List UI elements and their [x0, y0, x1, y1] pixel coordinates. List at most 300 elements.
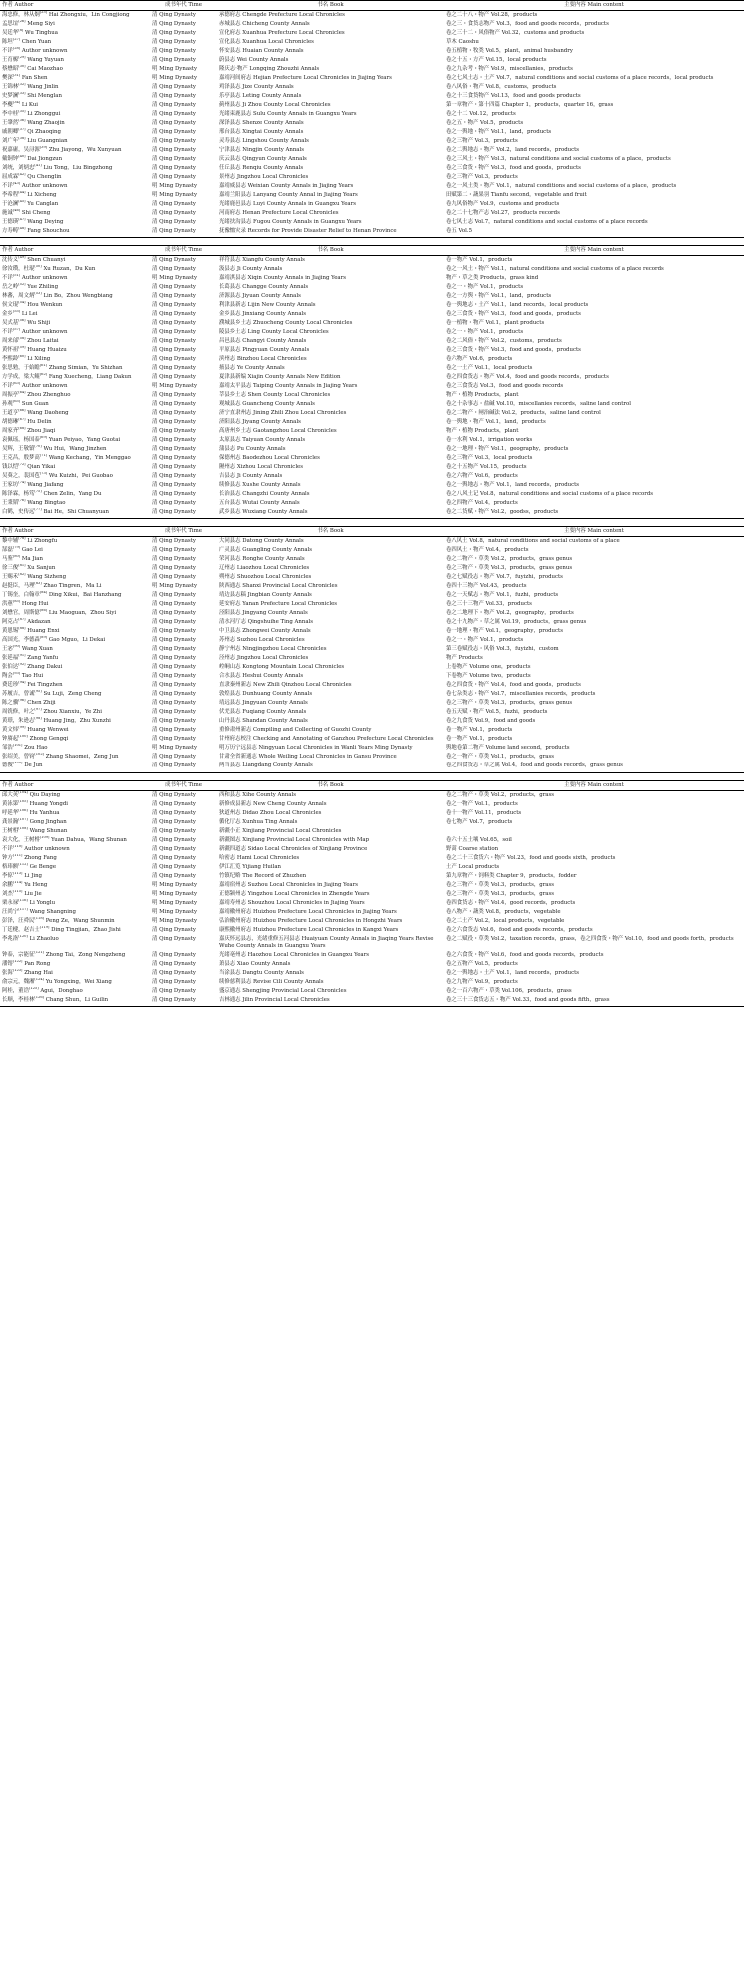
- author-cell: [0, 119, 150, 128]
- book-cell: 金乡县志 Jinxiang County Annals: [219, 310, 307, 317]
- author-cell: [0, 364, 150, 373]
- table-row: [0, 463, 744, 472]
- content-cell: 卷之十五・方产 Vol.15，local products: [446, 57, 547, 64]
- reference-number: [93]: [12, 671, 21, 675]
- author-name-cn: 方学成，梁大鲲: [2, 373, 40, 380]
- content-cell: 卷之三物产 Vol.3，local products: [446, 454, 533, 461]
- content-cell: 卷之九食货 Vol.9，food and goods: [446, 717, 536, 724]
- book-cell: 苏州志 Suzhou Local Chronicles: [219, 636, 305, 643]
- author-name-cn: 海忠修，林从炯: [2, 12, 40, 19]
- author-cell: [0, 256, 150, 265]
- content-cell: 卷五植物・牧类 Vol.5，plant，animal husbandry: [446, 48, 573, 55]
- table-row: [0, 935, 744, 951]
- author-name-en: Zhong Fang: [24, 854, 57, 861]
- time-cell: 明 Ming Dynasty: [152, 899, 198, 906]
- time-cell: 清 Qing Dynasty: [152, 173, 196, 180]
- author-name-cn: 袁大化，王树枏: [2, 836, 40, 843]
- content-cell: 卷九风俗物产 Vol.9，customs and products: [446, 200, 560, 207]
- author-name-en: Liu Tong，Liu Bingzhong: [43, 164, 113, 171]
- author-name-cn: 吴式基: [2, 319, 19, 326]
- book-cell: 伊江汇览 Yijiang Huilan: [219, 863, 282, 870]
- author-name-en: Tao Hui: [21, 672, 44, 679]
- content-cell: 卷之十二 Vol.12，products: [446, 110, 516, 117]
- author-cell: [0, 427, 150, 436]
- author-name-cn: 呼延华: [2, 809, 19, 816]
- table-row: [0, 20, 744, 29]
- author-name-cn: 张海: [2, 969, 13, 976]
- table-row: [0, 110, 744, 119]
- content-cell: 舆地卷第二物产 Volume land second，products: [446, 744, 570, 751]
- content-cell: 卷四风土・物产 Vol.4，products: [446, 546, 529, 553]
- time-cell: 明 Ming Dynasty: [152, 382, 198, 389]
- time-cell: 清 Qing Dynasty: [150, 762, 217, 773]
- author-name-en: Li Jing: [24, 872, 43, 879]
- table-row: [0, 672, 744, 681]
- author-name-en: Li Kui: [21, 101, 39, 108]
- author-name-cn: 钱以恺: [2, 463, 19, 470]
- author-cell: [0, 173, 150, 182]
- author-name-en: Xu Ruzan，Du Kun: [43, 266, 96, 272]
- reference-number: [108]: [18, 826, 28, 830]
- reference-number: [124]: [34, 977, 45, 981]
- book-cell: 蒲县志 Pu County Annals: [219, 445, 286, 452]
- author-name-en: Fang Xuecheng，Liang Dakun: [48, 373, 132, 380]
- author-name-cn: 洪蕙: [2, 600, 13, 607]
- content-cell: 卷之一风土・物产 Vol.1，natural conditions and social customs of a place records: [446, 266, 664, 272]
- reference-number: [61]: [39, 363, 48, 368]
- time-cell: 清 Qing Dynasty: [152, 83, 196, 90]
- time-cell: 清 Qing Dynasty: [152, 48, 196, 55]
- content-cell: 卷之三・食货志物产 Vol.3，food and goods records，products: [446, 21, 609, 28]
- author-name-en: Zhou Xianxiu，Ye Zhi: [43, 708, 102, 715]
- author-name-cn: 王道亨: [2, 409, 19, 416]
- author-name-cn: 徐三俊: [2, 564, 19, 571]
- author-name-en: Author unknown: [21, 328, 68, 335]
- content-header: 主要内容 Main content: [444, 245, 744, 255]
- author-cell: [0, 890, 150, 899]
- content-cell: 卷七风土志 Vol.7，natural conditions and social customs of a place records: [446, 218, 648, 225]
- author-name-en: Qu Chenglin: [27, 173, 62, 180]
- time-cell: 清 Qing Dynasty: [152, 591, 196, 598]
- reference-number: [42]: [18, 172, 26, 177]
- content-cell: 卷之一地理・物产 Vol.1，geography，products: [446, 445, 569, 452]
- book-cell: 伏羌县志 Fuqiang County Annals: [219, 708, 307, 715]
- table-row: [0, 65, 744, 74]
- author-cell: [0, 373, 150, 382]
- time-cell: 清 Qing Dynasty: [152, 681, 196, 688]
- reference-number: [115]: [12, 889, 23, 893]
- time-cell: 清 Qing Dynasty: [152, 137, 196, 144]
- table-row: [0, 809, 744, 818]
- table-row: [0, 137, 744, 146]
- book-cell: 昌邑县志 Changyi County Annals: [219, 337, 307, 344]
- book-cell: 续修慈利县志 Revise Cili County Annals: [219, 978, 324, 985]
- reference-number: [47]: [18, 217, 26, 221]
- reference-number: [118]: [34, 916, 45, 920]
- author-name-en: Wu Tinghua: [25, 30, 58, 37]
- time-cell: 清 Qing Dynasty: [152, 200, 196, 207]
- author-cell: [0, 56, 150, 65]
- product-sources-table: [0, 780, 744, 1007]
- author-name-en: Author unknown: [24, 845, 70, 852]
- author-name-cn: 郜磊: [2, 546, 13, 553]
- author-name-cn: 蔡懋昭: [2, 66, 19, 72]
- author-name-en: Ding Xikui，Bai Hanzhang: [48, 591, 122, 598]
- book-cell: 嘉庆怀远县志，光绪重修五河县志 Huaiyuan County Annals in Jiaqing Years Revise Wuhe County Annals in Guangxu Years: [219, 935, 434, 949]
- book-cell: 西和县志 Xihe County Annals: [219, 791, 296, 798]
- author-cell: [0, 191, 150, 200]
- table-row: [0, 753, 744, 762]
- author-name-cn: 邹浩: [2, 744, 13, 751]
- table-row: [0, 717, 744, 726]
- reference-number: [73]: [39, 471, 48, 475]
- table-row: [0, 128, 744, 137]
- content-cell: 卷之二物产・草类 Vol.2，products，grass: [446, 791, 555, 798]
- book-cell: 重修肃州新志 Compiling and Collecting of Guozhi County: [219, 726, 372, 733]
- table-row: [0, 418, 744, 427]
- book-cell: 清水河厅志 Qingshuihe Ting Annals: [219, 618, 314, 625]
- author-name-cn: 王赐禾: [2, 573, 19, 580]
- table-row: [0, 699, 744, 708]
- author-name-en: Lin Bo，Zhou Wengbiang: [43, 292, 113, 299]
- reference-number: [100]: [18, 734, 28, 738]
- time-cell: 清 Qing Dynasty: [152, 319, 196, 326]
- content-cell: 物产・植物 Products，plant: [446, 427, 519, 434]
- author-name-en: Huang Yongdi: [29, 800, 69, 807]
- author-name-cn: 不详: [2, 182, 13, 189]
- book-header: 书名 Book: [217, 780, 444, 790]
- reference-number: [81]: [18, 563, 26, 568]
- product-sources-table: [0, 0, 744, 238]
- time-cell: 清 Qing Dynasty: [152, 708, 196, 715]
- author-name-cn: 阿克占: [2, 618, 19, 625]
- table-row: [0, 908, 744, 917]
- author-name-cn: 刘广年: [2, 137, 19, 144]
- time-cell: 清 Qing Dynasty: [152, 978, 196, 985]
- time-cell: 清 Qing Dynasty: [152, 926, 196, 933]
- time-cell: 清 Qing Dynasty: [152, 791, 196, 798]
- author-name-cn: 彭泽，汪舜民: [2, 917, 35, 924]
- time-cell: 清 Qing Dynasty: [152, 337, 196, 344]
- table-row: [0, 182, 744, 191]
- author-name-cn: 陶会: [2, 672, 13, 679]
- book-cell: 高唐州乡土志 Gaotangzhou Local Chronicles: [219, 427, 337, 434]
- author-name-en: Huang Wenwei: [27, 726, 69, 733]
- table-row: [0, 355, 744, 364]
- author-name-en: Su Luji，Zeng Cheng: [43, 690, 102, 697]
- content-cell: 卷之三物产・草类 Vol.3，products，grass: [446, 890, 555, 897]
- table-row: [0, 854, 744, 863]
- content-cell: 卷之一舆地志・物产 Vol.1，land records，products: [446, 481, 580, 488]
- time-cell: 清 Qing Dynasty: [152, 355, 196, 362]
- time-cell: 清 Qing Dynasty: [152, 735, 196, 742]
- author-cell: [0, 690, 150, 699]
- author-cell: [0, 951, 150, 960]
- author-cell: [0, 47, 150, 56]
- author-cell: [0, 382, 150, 391]
- book-cell: 蔚县志 Wei County Annals: [219, 57, 289, 64]
- content-cell: 卷之六食货・物产 Vol.6，food and goods records，products: [446, 951, 604, 958]
- author-cell: [0, 564, 150, 573]
- book-cell: 隆庆志·物产 Longqing Zhouzhi Annals: [219, 66, 320, 72]
- reference-number: [105]: [18, 799, 28, 803]
- book-cell: 萧县志 Xiao County Annals: [219, 960, 291, 967]
- content-cell: 卷之三十三食货志五・物产 Vol.33，food and goods fifth，grass: [444, 996, 744, 1007]
- book-cell: 泾阳县志 Jingyang County Annals: [219, 609, 308, 616]
- author-name-en: Chen Zelin，Yang Du: [43, 490, 102, 497]
- author-cell: [0, 618, 150, 627]
- time-cell: 清 Qing Dynasty: [152, 218, 196, 225]
- table-row: [0, 863, 744, 872]
- content-cell: 卷一舆地志・土产 Vol.1，land records，local products: [446, 301, 589, 308]
- author-name-cn: 苏履吉，曾诚: [2, 690, 35, 697]
- time-cell: 清 Qing Dynasty: [152, 555, 196, 562]
- author-name-cn: 费廷珍: [2, 681, 19, 688]
- author-name-en: Gao Lei: [21, 546, 43, 553]
- reference-number: [39]: [39, 145, 48, 150]
- content-cell: 卷之一物产・草类 Vol.1，products，grass: [446, 753, 555, 760]
- reference-number: [28]: [12, 47, 21, 51]
- table-row: [0, 101, 744, 110]
- author-name-en: Hu Delin: [27, 418, 52, 425]
- time-cell: 清 Qing Dynasty: [152, 845, 196, 852]
- book-cell: 光绪束鹿县志 Sulu County Annals in Guangxu Years: [219, 110, 357, 117]
- book-cell: 五台县志 Wutai County Annals: [219, 499, 300, 506]
- content-cell: 卷之二十三食货六・物产 Vol.23，food and goods sixth，products: [446, 854, 616, 861]
- content-cell: 卷之一舆地・物产 Vol.1，land，products: [446, 128, 552, 135]
- book-cell: 直隶秦州新志 New Zhili Qinzhou Local Chronicles: [219, 681, 352, 688]
- reference-number: [38]: [18, 136, 26, 141]
- author-cell: [0, 445, 150, 454]
- content-cell: 卷之二地理下・物产 Vol.2，geography，products: [446, 609, 574, 616]
- author-name-en: Xu Sanjun: [27, 564, 56, 571]
- time-cell: 明 Ming Dynasty: [152, 74, 198, 81]
- content-cell: 田赋第二・蔬果羽 Tianfu second，vegetable and fruit: [446, 191, 587, 198]
- author-name-cn: 祝嘉庸，吴浔源: [2, 146, 40, 153]
- time-cell: 明 Ming Dynasty: [152, 182, 198, 189]
- book-cell: 敦煌县志 Dunhuang County Annals: [219, 690, 313, 697]
- book-cell: 新修成县新志 New Cheng County Annals: [219, 800, 327, 807]
- time-cell: 清 Qing Dynasty: [152, 564, 196, 571]
- author-name-en: Gong Jinghan: [29, 818, 67, 825]
- table-row: [0, 38, 744, 47]
- content-cell: 第九章物产・饲料类 Chapter 9，products，fodder: [446, 872, 577, 879]
- content-cell: 卷六十五土壤 Vol.65，soil: [446, 836, 512, 843]
- table-row: [0, 337, 744, 346]
- author-cell: [0, 627, 150, 636]
- reference-number: [44]: [18, 190, 26, 194]
- author-name-cn: 李夔: [2, 101, 13, 108]
- book-cell: 光绪亳州志 Haozhou Local Chronicles in Guangxu Years: [219, 951, 369, 958]
- author-name-en: Gao Mguo，Li Dekai: [48, 636, 106, 643]
- time-cell: 清 Qing Dynasty: [152, 987, 196, 994]
- author-cell: [0, 472, 150, 481]
- author-name-en: Huang Huaizu: [27, 346, 67, 353]
- book-cell: 新疆四道志 Sidao Local Chronicles of Xinjiang Province: [219, 845, 368, 852]
- author-name-cn: 黄恩锡: [2, 627, 19, 634]
- author-name-cn: 不详: [2, 845, 13, 852]
- table-row: [0, 436, 744, 445]
- time-cell: 清 Qing Dynasty: [152, 872, 196, 879]
- author-cell: [0, 790, 150, 799]
- table-row: [0, 11, 744, 20]
- book-cell: 嘉靖宿州志 Suzhou Local Chronicles in Jiajing Years: [219, 881, 358, 888]
- table-row: [0, 708, 744, 717]
- author-name-en: Wu Hui，Wang Jinzhen: [43, 445, 107, 452]
- time-cell: 清 Qing Dynasty: [152, 164, 196, 171]
- author-cell: [0, 926, 150, 935]
- content-cell: 卷六物产 Vol.6，products: [446, 355, 513, 362]
- reference-number: [36]: [18, 119, 26, 123]
- time-cell: 清 Qing Dynasty: [152, 463, 196, 470]
- table-row: [0, 663, 744, 672]
- author-cell: [0, 863, 150, 872]
- book-cell: 中卫县志 Zhongwei County Annals: [219, 627, 311, 634]
- author-name-en: Zhu Jiayong，Wu Xunyuan: [48, 146, 122, 153]
- time-cell: 清 Qing Dynasty: [150, 508, 217, 519]
- author-cell: [0, 301, 150, 310]
- content-cell: 卷十一物产 Vol.11，products: [446, 809, 522, 816]
- reference-number: [71]: [39, 453, 48, 457]
- author-name-en: Author unknown: [21, 182, 68, 189]
- author-name-cn: 黄文炜: [2, 726, 19, 733]
- author-cell: [0, 74, 150, 83]
- author-cell: [0, 319, 150, 328]
- book-cell: 崆峒山志 Kongtong Mountain Local Chronicles: [219, 663, 345, 670]
- book-cell: 平原县志 Pingyuan County Annals: [219, 346, 310, 353]
- author-cell: [0, 726, 150, 735]
- author-name-en: Wang Shunan: [29, 827, 68, 834]
- author-name-en: Zou Hao: [24, 744, 48, 751]
- book-cell: 景州志 Jingzhou Local Chronicles: [219, 173, 309, 180]
- table-row: [0, 726, 744, 735]
- time-cell: 清 Qing Dynasty: [152, 12, 196, 19]
- content-cell: 卷之二土产 Vol.2，local products，vegetable: [446, 917, 565, 924]
- reference-number: [89]: [39, 635, 48, 639]
- content-cell: 卷之二舆地志・物产 Vol.2，land records，products: [446, 146, 580, 153]
- table-row: [0, 454, 744, 463]
- author-name-cn: 李希程: [2, 191, 19, 198]
- content-cell: 卷之十五物产 Vol.15，products: [446, 463, 527, 470]
- content-cell: 卷之二风俗・物产 Vol.2，customs，products: [446, 337, 562, 344]
- author-name-cn: 吴辉，王敬镇: [2, 445, 35, 452]
- book-header: 书名 Book: [217, 245, 444, 255]
- author-name-cn: 沈传义: [2, 257, 19, 264]
- author-cell: [0, 600, 150, 609]
- author-cell: [0, 969, 150, 978]
- author-cell: [0, 454, 150, 463]
- author-name-en: Author unknown: [21, 274, 68, 281]
- author-name-en: Wang Deying: [27, 218, 64, 225]
- content-cell: 卷之一・物产 Vol.1，products: [446, 328, 524, 335]
- time-cell: 清 Qing Dynasty: [152, 499, 196, 506]
- book-cell: 嘉靖徽州府志 Huizhou Prefecture Local Chronicles in Jiajing Years: [219, 908, 397, 915]
- reference-number: [88]: [18, 626, 26, 630]
- reference-number: [27]: [12, 38, 21, 42]
- content-cell: 卷之七风土志・土产 Vol.7，natural conditions and social customs of a place records，local products: [446, 74, 714, 81]
- author-cell: [0, 391, 150, 400]
- content-cell: 卷一物产 Vol.1，products: [446, 735, 513, 742]
- book-cell: 靖边县志稿 Jingbian County Annals: [219, 591, 312, 598]
- content-cell: 卷之三食货志 Vol.3，food and goods records: [446, 382, 564, 389]
- author-name-en: Li Zhaoluo: [29, 935, 59, 942]
- content-cell: 卷之三十二・风俗物产 Vol.32，customs and products: [446, 30, 585, 37]
- author-name-cn: 周来邰: [2, 337, 19, 344]
- author-cell: [0, 265, 150, 274]
- author-name-cn: 丁廷楗，赵吉士: [2, 926, 40, 933]
- book-cell: 弘治徽州府志 Huizhou Prefecture Local Chronicles in Hongzhi Years: [219, 917, 403, 924]
- reference-number: [64]: [18, 390, 26, 394]
- time-cell: 清 Qing Dynasty: [152, 92, 196, 99]
- table-row: [0, 636, 744, 645]
- author-cell: [0, 400, 150, 409]
- table-row: [0, 845, 744, 854]
- author-name-cn: 格琫额: [2, 863, 19, 870]
- table-row: [0, 29, 744, 38]
- reference-number: [78]: [18, 536, 26, 541]
- author-name-en: Yuan Dahua，Wang Shunan: [51, 836, 127, 843]
- author-cell: [0, 92, 150, 101]
- author-name-cn: 林蕃，周文炳: [2, 292, 35, 299]
- content-cell: 卷之十九物产・草之属 Vol.19，products，grass genus: [446, 618, 587, 625]
- time-cell: 清 Qing Dynasty: [152, 672, 196, 679]
- author-cell: [0, 292, 150, 301]
- author-header: 作者 Author: [0, 526, 150, 536]
- author-name-cn: 黄泳第: [2, 800, 19, 807]
- time-cell: 明 Ming Dynasty: [152, 274, 198, 281]
- author-name-cn: 周家齐: [2, 427, 19, 434]
- reference-number: [82]: [18, 572, 26, 577]
- reference-number: [50]: [34, 265, 42, 269]
- table-row: [0, 191, 744, 200]
- book-cell: 灵寿县志 Lingshou County Annals: [219, 137, 309, 144]
- time-cell: 清 Qing Dynasty: [152, 346, 196, 353]
- author-cell: [0, 935, 150, 951]
- author-name-en: Cai Maozhao: [27, 66, 63, 72]
- author-name-en: Liu Jie: [24, 890, 42, 897]
- table-row: [0, 400, 744, 409]
- content-cell: 卷之三物产 Vol.3，products: [446, 137, 518, 144]
- book-cell: 广灵县志 Guangling County Annals: [219, 546, 313, 553]
- table-row: [0, 283, 744, 292]
- reference-number: [86]: [39, 608, 48, 612]
- book-cell: 抚豫恤灾录 Records for Provide Disaster Relief to Henan Province: [217, 227, 444, 238]
- content-cell: 卷之八风土记 Vol.8，natural conditions and social customs of a place records: [446, 490, 654, 497]
- reference-number: [109]: [39, 835, 50, 839]
- author-name-cn: 高国光，李德森: [2, 636, 40, 643]
- table-row: [0, 364, 744, 373]
- time-cell: 清 Qing Dynasty: [152, 146, 196, 153]
- author-cell: [0, 65, 150, 74]
- content-cell: 卷之三物产・草类 Vol.3，products，grass genus: [446, 564, 573, 571]
- author-cell: [0, 708, 150, 717]
- content-cell: 卷之二货赋・物产 Vol.2，goodss，products: [444, 508, 744, 519]
- author-cell: [0, 917, 150, 926]
- table-header-row: [0, 780, 744, 790]
- reference-number: [110]: [12, 844, 23, 848]
- reference-number: [102]: [34, 752, 45, 756]
- book-cell: 武乡县志 Wuxiang County Annals: [217, 508, 444, 519]
- time-cell: 清 Qing Dynasty: [152, 301, 196, 308]
- reference-number: [85]: [12, 599, 21, 603]
- time-cell: 清 Qing Dynasty: [152, 128, 196, 135]
- author-cell: [0, 29, 150, 38]
- author-name-cn: 史梦澜: [2, 92, 19, 99]
- author-cell: [0, 609, 150, 618]
- author-name-cn: 王育榞: [2, 57, 19, 64]
- book-cell: 嘉靖威县志 Weixian County Annals in Jiajing Years: [219, 182, 354, 189]
- reference-number: [99]: [18, 725, 26, 729]
